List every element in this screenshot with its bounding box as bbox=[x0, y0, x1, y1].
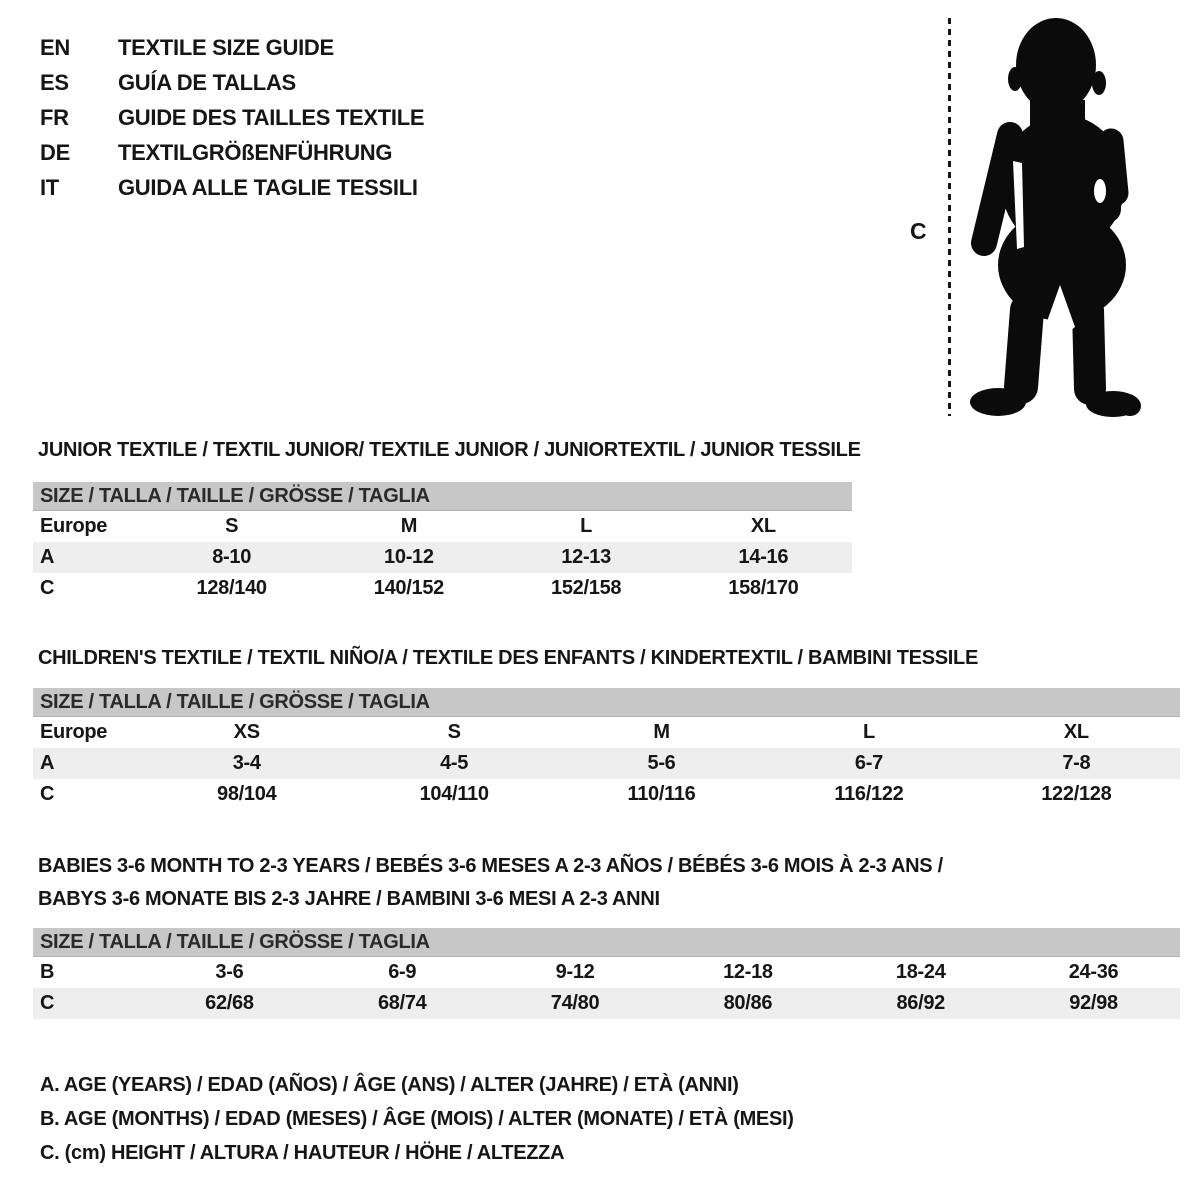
row-label: C bbox=[40, 783, 55, 805]
language-code: IT bbox=[40, 175, 59, 200]
height-measure-label: C bbox=[910, 218, 927, 244]
table-cell: 4-5 bbox=[440, 752, 469, 774]
table-cell: M bbox=[400, 515, 418, 537]
table-cell: 74/80 bbox=[550, 992, 600, 1014]
table-cell: XL bbox=[1063, 721, 1089, 743]
size-header-bar: SIZE / TALLA / TAILLE / GRÖSSE / TAGLIA bbox=[33, 482, 852, 511]
table-cell: XS bbox=[233, 721, 260, 743]
language-row bbox=[40, 170, 424, 205]
table-cell: 3-4 bbox=[232, 752, 261, 774]
legend bbox=[40, 1068, 794, 1170]
guide-title: GUIDE DES TAILLES TEXTILE bbox=[118, 105, 425, 130]
size-header-bar: SIZE / TALLA / TAILLE / GRÖSSE / TAGLIA bbox=[33, 688, 1180, 717]
guide-title: GUIDA ALLE TAGLIE TESSILI bbox=[118, 175, 418, 200]
size-header-bar: SIZE / TALLA / TAILLE / GRÖSSE / TAGLIA bbox=[33, 928, 1180, 957]
language-header bbox=[40, 30, 424, 205]
table-row bbox=[33, 779, 1180, 810]
legend-line-c: C. (cm) HEIGHT / ALTURA / HAUTEUR / HÖHE / ALTEZZA bbox=[40, 1142, 565, 1164]
language-code: FR bbox=[40, 105, 69, 130]
table-cell: 10-12 bbox=[384, 546, 434, 568]
table-cell: 122/128 bbox=[1041, 783, 1112, 805]
table-cell: 6-7 bbox=[854, 752, 883, 774]
table-cell: 62/68 bbox=[205, 992, 254, 1014]
table-row bbox=[33, 988, 1180, 1019]
babies-size-table bbox=[33, 928, 1180, 1019]
row-label: B bbox=[40, 961, 55, 983]
table-cell: 80/86 bbox=[723, 992, 773, 1014]
table-cell: 116/122 bbox=[834, 783, 904, 805]
table-cell: 5-6 bbox=[647, 752, 676, 774]
row-label: A bbox=[40, 752, 55, 774]
language-row bbox=[40, 65, 424, 100]
table-row bbox=[33, 542, 852, 573]
table-cell: L bbox=[580, 515, 593, 537]
table-cell: 3-6 bbox=[215, 961, 244, 983]
table-row bbox=[33, 748, 1180, 779]
table-title-line: CHILDREN'S TEXTILE / TEXTIL NIÑO/A / TEXTILE DES ENFANTS / KINDERTEXTIL / BAMBINI TESSILE bbox=[38, 647, 978, 669]
table-cell: 8-10 bbox=[212, 546, 252, 568]
babies-table-title bbox=[38, 850, 943, 916]
table-cell: M bbox=[653, 721, 670, 743]
table-cell: S bbox=[225, 515, 239, 537]
language-row bbox=[40, 135, 424, 170]
children-table-title bbox=[38, 642, 978, 675]
table-cell: 12-18 bbox=[723, 961, 773, 983]
guide-title: GUÍA DE TALLAS bbox=[118, 70, 296, 95]
table-cell: 12-13 bbox=[561, 546, 611, 568]
junior-table-title bbox=[38, 434, 861, 467]
junior-size-table bbox=[33, 482, 852, 604]
table-title-line: BABYS 3-6 MONATE BIS 2-3 JAHRE / BAMBINI 3-6 MESI A 2-3 ANNI bbox=[38, 888, 660, 910]
language-row bbox=[40, 30, 424, 65]
table-row bbox=[33, 511, 852, 542]
table-cell: L bbox=[862, 721, 875, 743]
language-code: EN bbox=[40, 35, 70, 60]
table-cell: 98/104 bbox=[217, 783, 277, 805]
table-cell: 6-9 bbox=[388, 961, 417, 983]
table-cell: 68/74 bbox=[377, 992, 427, 1014]
table-cell: 14-16 bbox=[738, 546, 789, 568]
language-row bbox=[40, 100, 424, 135]
row-label: Europe bbox=[40, 515, 108, 537]
row-label: Europe bbox=[40, 721, 108, 743]
table-cell: S bbox=[447, 721, 461, 743]
table-cell: XL bbox=[750, 515, 776, 537]
table-cell: 86/92 bbox=[896, 992, 945, 1014]
table-cell: 158/170 bbox=[728, 577, 799, 599]
table-cell: 104/110 bbox=[419, 783, 489, 805]
children-size-table bbox=[33, 688, 1180, 810]
table-cell: 110/116 bbox=[627, 783, 696, 805]
table-cell: 7-8 bbox=[1062, 752, 1091, 774]
guide-title: TEXTILE SIZE GUIDE bbox=[118, 35, 334, 60]
table-cell: 9-12 bbox=[555, 961, 595, 983]
table-cell: 152/158 bbox=[551, 577, 622, 599]
legend-line-a: A. AGE (YEARS) / EDAD (AÑOS) / ÂGE (ANS) / ALTER (JAHRE) / ETÀ (ANNI) bbox=[40, 1074, 739, 1096]
table-cell: 128/140 bbox=[196, 577, 267, 599]
language-code: ES bbox=[40, 70, 69, 95]
table-title-line: JUNIOR TEXTILE / TEXTIL JUNIOR/ TEXTILE JUNIOR / JUNIORTEXTIL / JUNIOR TESSILE bbox=[38, 439, 861, 461]
table-cell: 18-24 bbox=[895, 961, 946, 983]
legend-line-b: B. AGE (MONTHS) / EDAD (MESES) / ÂGE (MOIS) / ALTER (MONATE) / ETÀ (MESI) bbox=[40, 1108, 794, 1130]
language-code: DE bbox=[40, 140, 70, 165]
table-row bbox=[33, 573, 852, 604]
toddler-silhouette bbox=[960, 15, 1145, 420]
table-cell: 24-36 bbox=[1068, 961, 1119, 983]
row-label: C bbox=[40, 577, 55, 599]
table-row bbox=[33, 717, 1180, 748]
table-cell: 92/98 bbox=[1069, 992, 1118, 1014]
guide-title: TEXTILGRÖßENFÜHRUNG bbox=[118, 140, 393, 165]
row-label: A bbox=[40, 546, 55, 568]
height-measure-dashed-line bbox=[948, 18, 951, 416]
table-cell: 140/152 bbox=[373, 577, 444, 599]
table-title-line: BABIES 3-6 MONTH TO 2-3 YEARS / BEBÉS 3-6 MESES A 2-3 AÑOS / BÉBÉS 3-6 MOIS À 2-3 ANS / bbox=[38, 855, 943, 877]
table-row bbox=[33, 957, 1180, 988]
row-label: C bbox=[40, 992, 55, 1014]
